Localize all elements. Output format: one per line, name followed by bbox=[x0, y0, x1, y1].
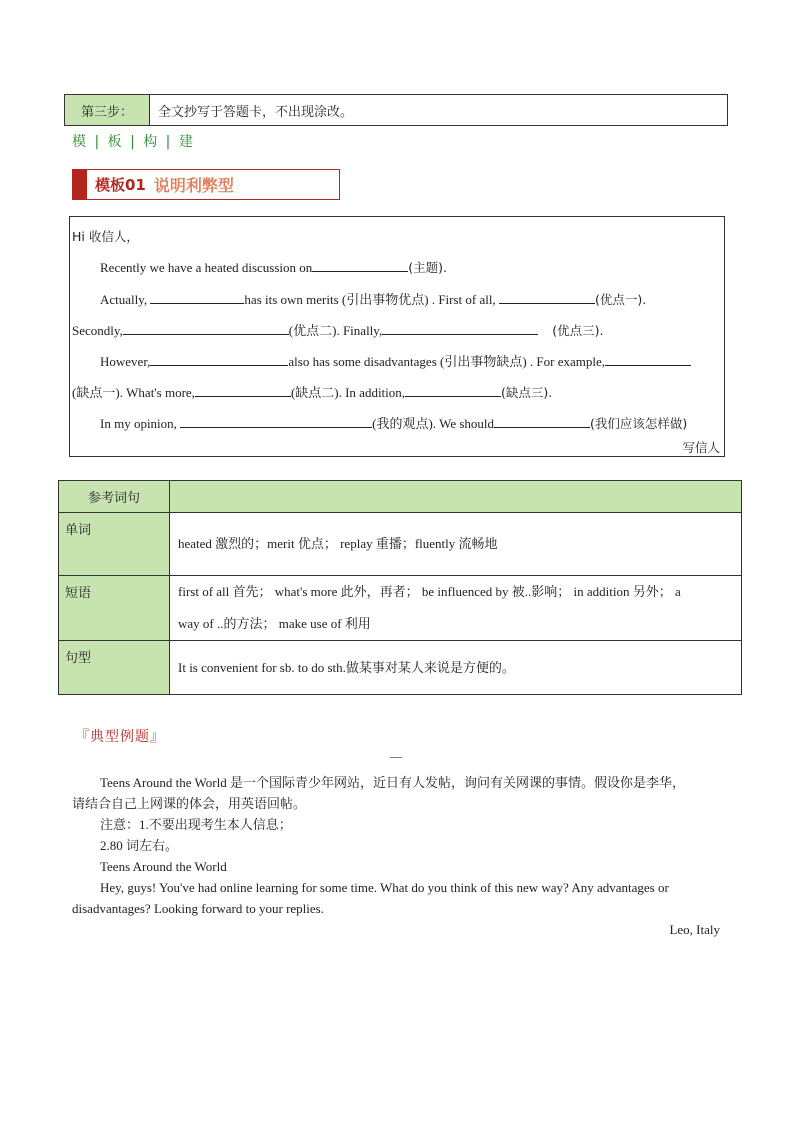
vocab-label-words: 单词 bbox=[59, 513, 170, 576]
vocab-content-sentence: It is convenient for sb. to do sth.做某事对某人来说是方便的。 bbox=[170, 641, 742, 695]
section-nav: 模 | 板 | 构 | 建 bbox=[72, 134, 195, 150]
example-note-2: 2.80 词左右。 bbox=[100, 838, 179, 853]
letter-line-2 bbox=[100, 289, 646, 308]
letter-line-5-end: (缺点三). bbox=[501, 385, 553, 400]
example-dash: — bbox=[390, 749, 402, 763]
letter-line-6-end: (我们应该怎样做) bbox=[590, 416, 688, 431]
blank-demerit-one[interactable] bbox=[605, 353, 691, 366]
vocab-content-phrases bbox=[170, 576, 742, 641]
letter-line-6-mid: (我的观点). We should bbox=[372, 416, 495, 431]
letter-line-3-end: (优点三). bbox=[552, 323, 604, 338]
letter-signature: 写信人 bbox=[682, 440, 720, 455]
vocab-phrases-line-2: way of ..的方法； make use of 利用 bbox=[178, 616, 371, 631]
table-row bbox=[59, 513, 742, 576]
blank-topic[interactable] bbox=[312, 259, 408, 272]
letter-line-5-mid: (缺点二). In addition, bbox=[290, 385, 406, 400]
letter-line-4-mid: also has some disadvantages (引出事物缺点) . For example, bbox=[288, 354, 606, 369]
blank-demerit-three[interactable] bbox=[405, 384, 501, 397]
blank-merit-three[interactable] bbox=[382, 322, 538, 335]
letter-line-4 bbox=[100, 351, 691, 370]
vocab-header-row bbox=[59, 481, 742, 513]
blank-subject[interactable] bbox=[150, 291, 244, 304]
table-row bbox=[59, 576, 742, 641]
blank-merit-two[interactable] bbox=[123, 322, 289, 335]
letter-line-3 bbox=[72, 320, 603, 339]
letter-template-box bbox=[69, 216, 725, 457]
letter-line-6-text: In my opinion, bbox=[100, 416, 177, 431]
example-site-name: Teens Around the World bbox=[100, 859, 227, 874]
example-post-line-2: disadvantages? Looking forward to your replies. bbox=[72, 901, 324, 916]
blank-opinion[interactable] bbox=[180, 415, 372, 428]
letter-line-3-text: Secondly, bbox=[72, 323, 123, 338]
letter-line-1 bbox=[100, 258, 447, 276]
table-row bbox=[59, 641, 742, 695]
letter-line-1-text: Recently we have a heated discussion on bbox=[100, 260, 313, 275]
vocab-header: 参考词句 bbox=[59, 481, 170, 513]
blank-subject-2[interactable] bbox=[150, 353, 288, 366]
template-heading-bar bbox=[73, 170, 87, 199]
letter-line-2-end: (优点一). bbox=[595, 292, 647, 307]
letter-line-2-mid: has its own merits (引出事物优点) . First of all, bbox=[244, 292, 496, 307]
vocab-header-blank bbox=[170, 481, 742, 513]
example-paragraph-1b: 请结合自己上网课的体会，用英语回帖。 bbox=[72, 796, 307, 811]
vocab-label-phrases: 短语 bbox=[59, 576, 170, 641]
template-heading bbox=[72, 169, 340, 200]
reference-vocab-table bbox=[58, 480, 742, 695]
step-three-text: 全文抄写于答题卡，不出现涂改。 bbox=[158, 104, 354, 120]
letter-line-4-text: However, bbox=[100, 354, 151, 369]
template-number: 模板01 bbox=[95, 176, 146, 194]
example-post-line-1: Hey, guys! You've had online learning for some time. What do you think of this new way? Any advantages or bbox=[100, 880, 669, 895]
step-three-box bbox=[64, 94, 728, 126]
letter-line-5-text: (缺点一). What's more, bbox=[72, 385, 195, 400]
vocab-label-sentence: 句型 bbox=[59, 641, 170, 695]
letter-line-1-end: (主题). bbox=[408, 260, 447, 275]
letter-line-3-mid: (优点二). Finally, bbox=[288, 323, 383, 338]
blank-should[interactable] bbox=[494, 415, 590, 428]
example-post-signature: Leo, Italy bbox=[669, 922, 720, 937]
letter-line-6 bbox=[100, 413, 687, 432]
blank-demerit-two[interactable] bbox=[195, 384, 291, 397]
blank-merit-one[interactable] bbox=[499, 291, 595, 304]
letter-greeting: Hi 收信人， bbox=[72, 229, 139, 244]
example-paragraph-1a: Teens Around the World 是一个国际青少年网站，近日有人发帖，询问有关网课的事情。假设你是李华， bbox=[100, 775, 685, 790]
vocab-content-words: heated 激烈的；merit 优点； replay 重播；fluently 流畅地 bbox=[170, 513, 742, 576]
template-title: 说明利弊型 bbox=[153, 176, 234, 195]
vocab-phrases-line-1: first of all 首先； what's more 此外，再者； be influenced by 被..影响； in addition 另外； a bbox=[178, 584, 681, 599]
step-three-label: 第三步： bbox=[65, 95, 150, 125]
example-note-1: 注意：1.不要出现考生本人信息； bbox=[100, 817, 292, 832]
letter-line-2-text: Actually, bbox=[100, 292, 148, 307]
letter-line-5 bbox=[72, 382, 552, 401]
example-title: 『典型例题』 bbox=[75, 729, 165, 745]
